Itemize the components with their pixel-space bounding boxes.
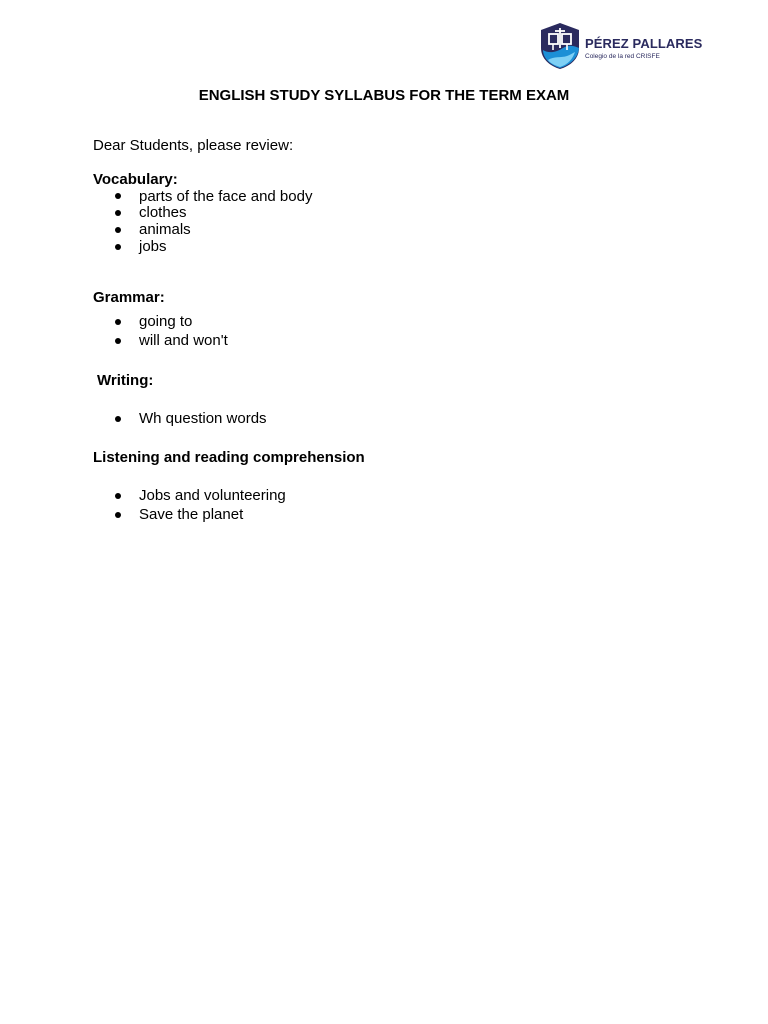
greeting-text: Dear Students, please review: — [93, 137, 294, 154]
bullet-icon — [115, 493, 121, 499]
list-item: Save the planet — [139, 506, 244, 523]
bullet-icon — [115, 416, 121, 422]
bullet-icon — [115, 193, 121, 199]
list-item: jobs — [139, 238, 167, 255]
school-tagline: Colegio de la red CRISFE — [585, 53, 660, 60]
bullet-icon — [115, 512, 121, 518]
bullet-icon — [115, 227, 121, 233]
bullet-icon — [115, 338, 121, 344]
list-item: going to — [139, 313, 193, 330]
bullet-icon — [115, 244, 121, 250]
list-item: Wh question words — [139, 410, 267, 427]
shield-crest-icon — [539, 22, 581, 70]
list-item: parts of the face and body — [139, 188, 313, 205]
section-heading-grammar: Grammar: — [93, 289, 165, 306]
list-item: will and won't — [139, 332, 228, 349]
bullet-icon — [115, 210, 121, 216]
list-item: clothes — [139, 204, 187, 221]
section-heading-listening-reading: Listening and reading comprehension — [93, 449, 365, 466]
list-item: animals — [139, 221, 191, 238]
bullet-icon — [115, 319, 121, 325]
section-heading-vocabulary: Vocabulary: — [93, 171, 178, 188]
school-name: PÉREZ PALLARES — [585, 36, 703, 51]
document-title: ENGLISH STUDY SYLLABUS FOR THE TERM EXAM — [198, 87, 570, 104]
list-item: Jobs and volunteering — [139, 487, 286, 504]
school-logo — [539, 22, 703, 70]
section-heading-writing: Writing: — [97, 372, 154, 389]
